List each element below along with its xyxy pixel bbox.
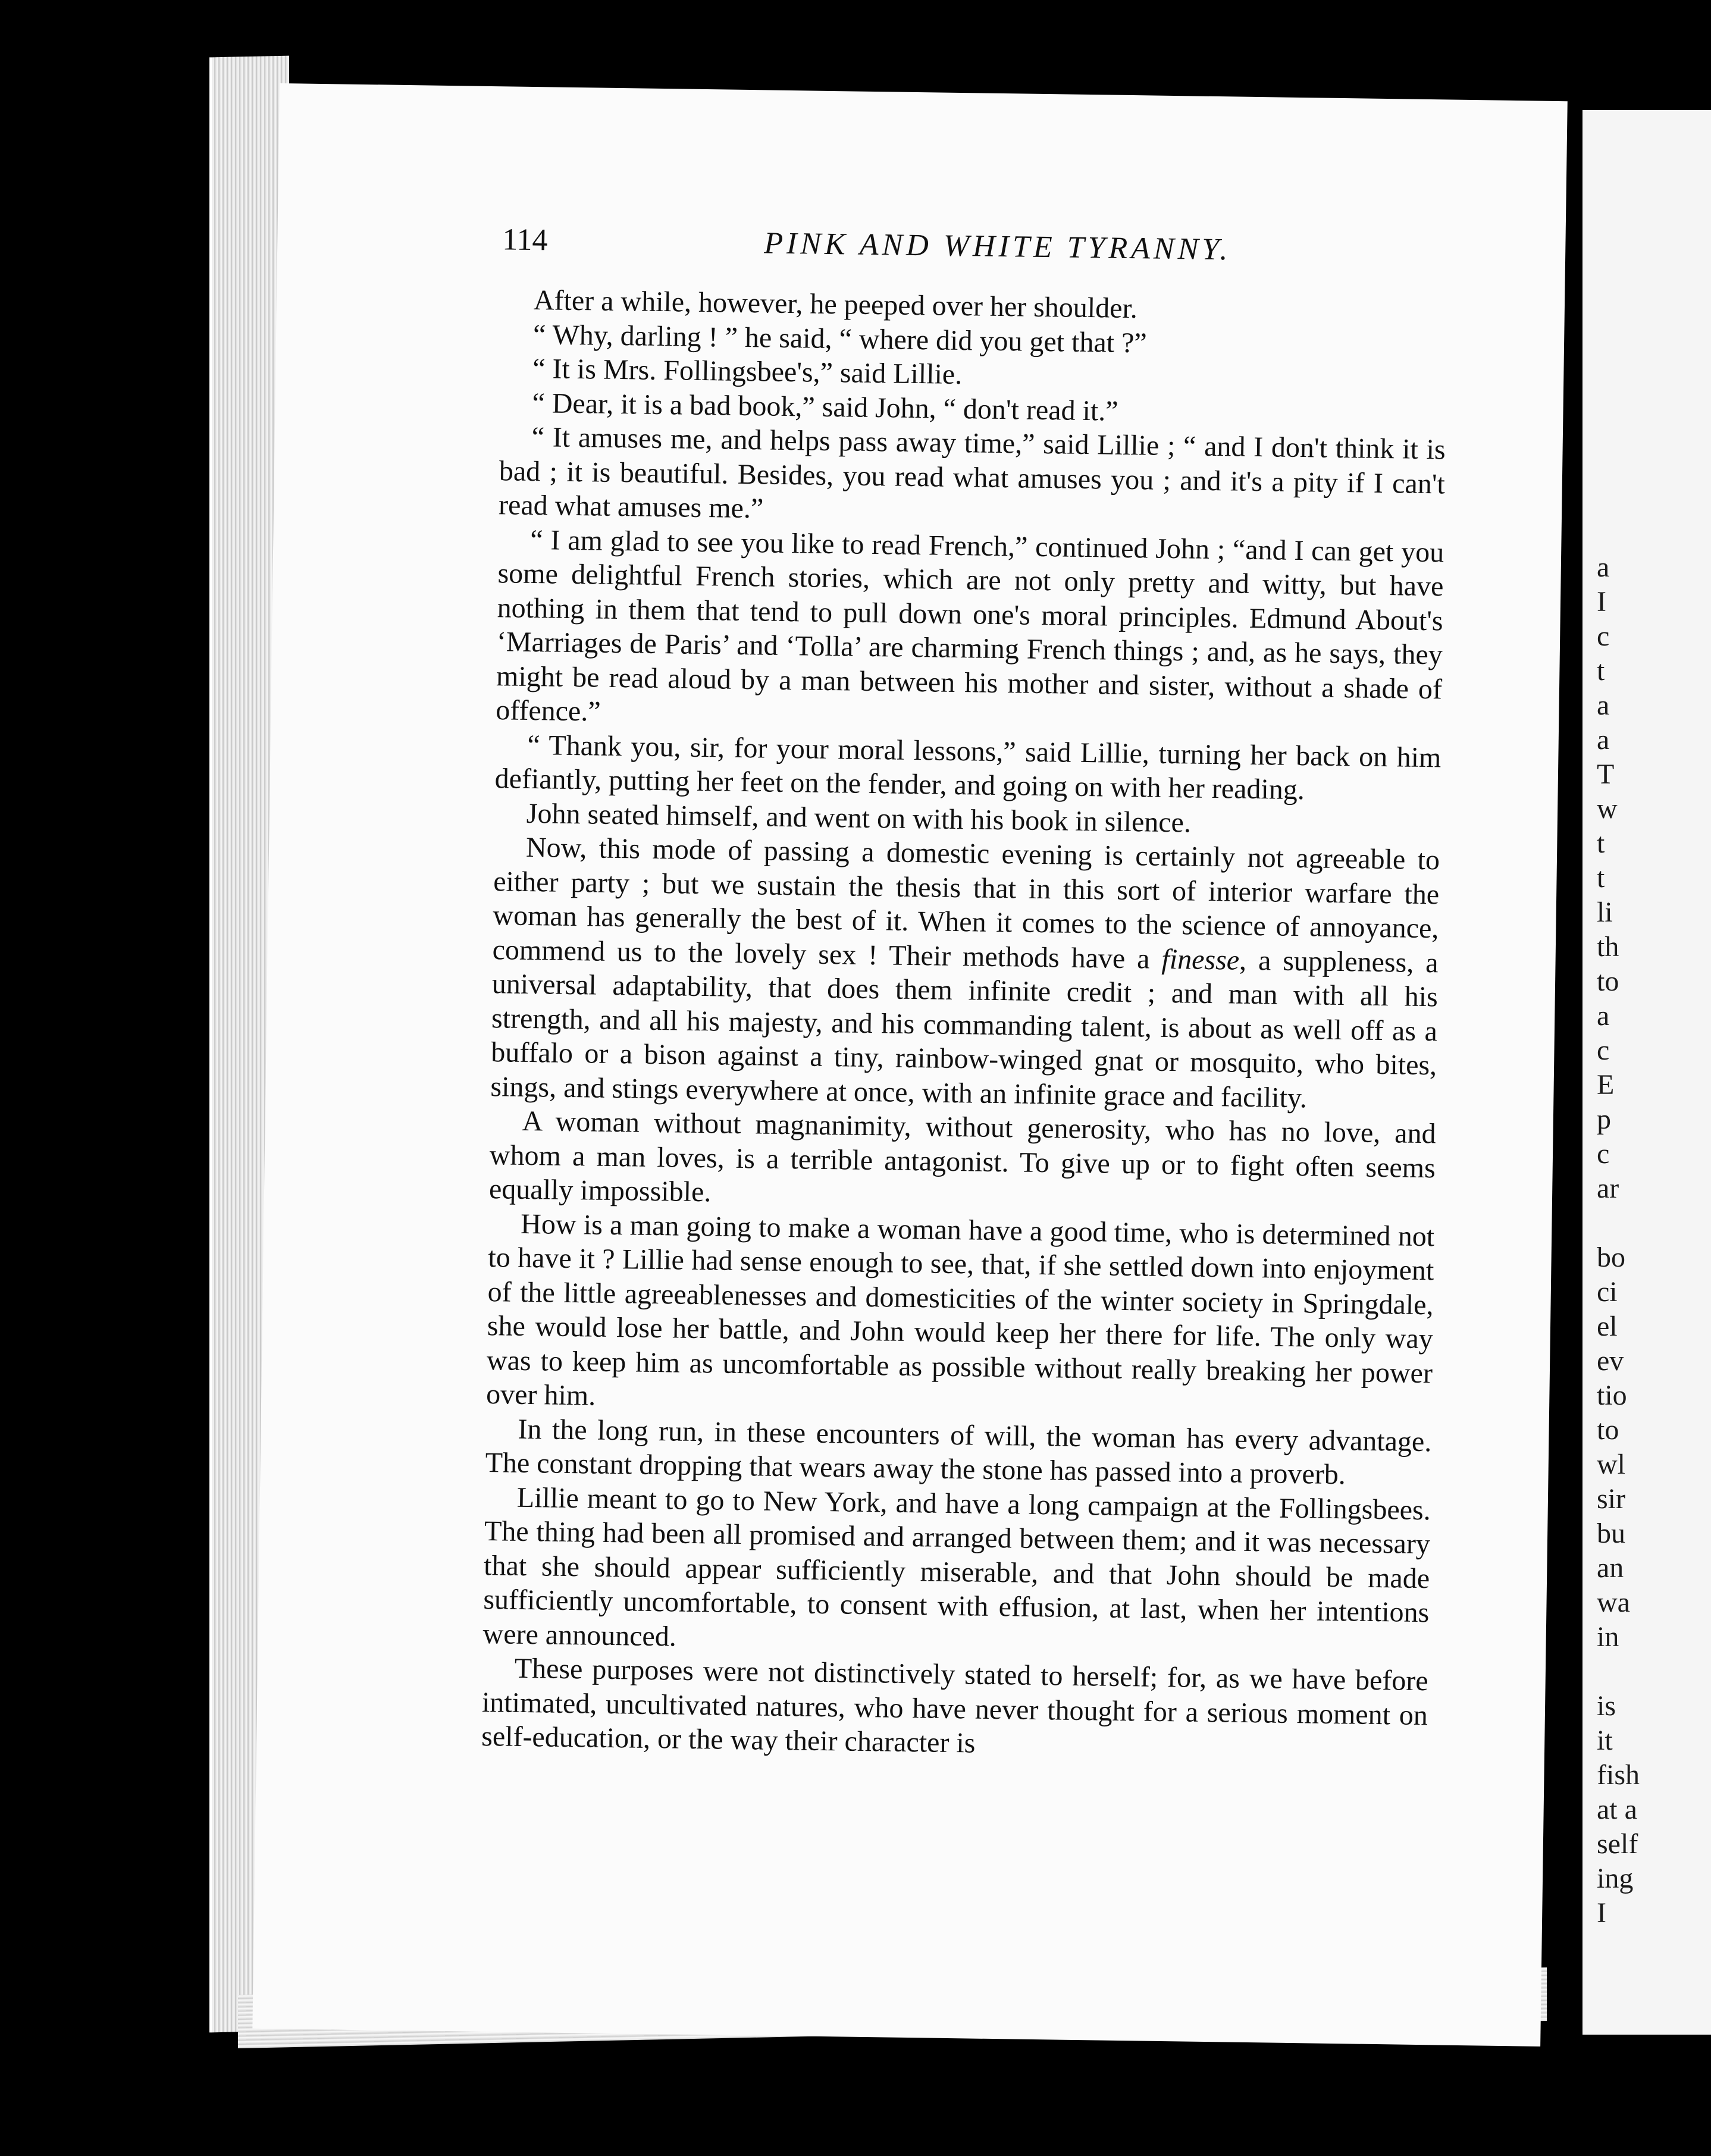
facing-page-text-fragments: a I c t a a T w t t li th to a c E p c ar bo ci el ev tio to wl sir bu an wa in is it fish at a self ing I [1597, 551, 1640, 1929]
paragraph [490, 830, 1440, 1117]
paragraph: These purposes were not distinctively stated to herself; for, as we have before intimated, uncultivated natures, who have never thought for a serious moment on self-education, or the way their character is [481, 1652, 1429, 1759]
paragraph: After a while, however, he peeped over her shoulder. [533, 284, 1138, 325]
paragraph: “ It is Mrs. Follingsbee's,” said Lillie. [532, 352, 963, 391]
page-number: 114 [502, 223, 548, 258]
paragraph-text: Now, this mode of passing a domestic evening is certainly not agreeable to either party ; but we sustain the thesis that in this sort of interior warfare the woman has generally the best of it. When it comes to the science of annoyance, commend us to the lovely sex ! Their methods have a [492, 831, 1440, 975]
paragraph: A woman without magnanimity, without generosity, who has no love, and whom a man loves, is a terrible antagonist. To give up or to fight often seems equally impossible. [488, 1105, 1436, 1208]
paragraph: “ It amuses me, and helps pass away time,” said Lillie ; “ and I don't think it is bad ; it is beautiful. Besides, you read what amuses you ; and it's a pity if I can't read what amuses me.” [498, 421, 1446, 525]
body-text [481, 283, 1447, 1766]
page-header [502, 222, 1514, 267]
paragraph: “ Why, darling ! ” he said, “ where did you get that ?” [532, 318, 1148, 359]
paragraph-text: , a suppleness, a universal adaptability, that does them infinite credit ; and man with all his strength, and all his majesty, and his commanding talent, is about as well off as a buffalo or a bison against a tiny, rainbow-winged gnat or mosquito, who bites, sings, and stings everywhere at once, with an infinite grace and facility. [490, 944, 1439, 1114]
paragraph: “ I am glad to see you like to read French,” continued John ; “and I can get you some delightful French stories, which are not only pretty and witty, but have nothing in them that tend to pull down one's moral principles. Edmund About's ‘Marriages de Paris’ and ‘Tolla’ are charming French things ; and, as he says, they might be read aloud by a man between his mother and sister, without a shade of offence.” [495, 524, 1444, 728]
running-title: PINK AND WHITE TYRANNY. [763, 226, 1231, 267]
paragraph: Lillie meant to go to New York, and have a long campaign at the Follingsbees. The thing had been all promised and arranged between them; and it was necessary that she should appear sufficiently miserable, and that John should be made sufficiently uncomfortable, to consent with effusion, at last, when her intentions were announced. [482, 1481, 1431, 1653]
paragraph: “ Dear, it is a bad book,” said John, “ don't read it.” [532, 387, 1118, 427]
paragraph: In the long run, in these encounters of will, the woman has every advantage. The constant dropping that wears away the stone has passed into a proverb. [485, 1413, 1432, 1491]
paragraph: “ Thank you, sir, for your moral lessons,” said Lillie, turning her back on him defiantly, putting her feet on the fender, and going on with her reading. [494, 729, 1441, 806]
italic-word: finesse [1161, 943, 1240, 976]
book-page [252, 83, 1567, 2047]
facing-page [1582, 110, 1711, 2035]
paragraph: How is a man going to make a woman have a good time, who is determined not to have it ? Lillie had sense enough to see, that, if she settled down into enjoyment of the little agreeablenesses and domesticities of the winter society in Springdale, she would lose her battle, and John would keep her there for life. The only way was to keep him as uncomfortable as possible without really breaking her power over him. [485, 1208, 1435, 1412]
paragraph: John seated himself, and went on with his book in silence. [526, 797, 1192, 839]
